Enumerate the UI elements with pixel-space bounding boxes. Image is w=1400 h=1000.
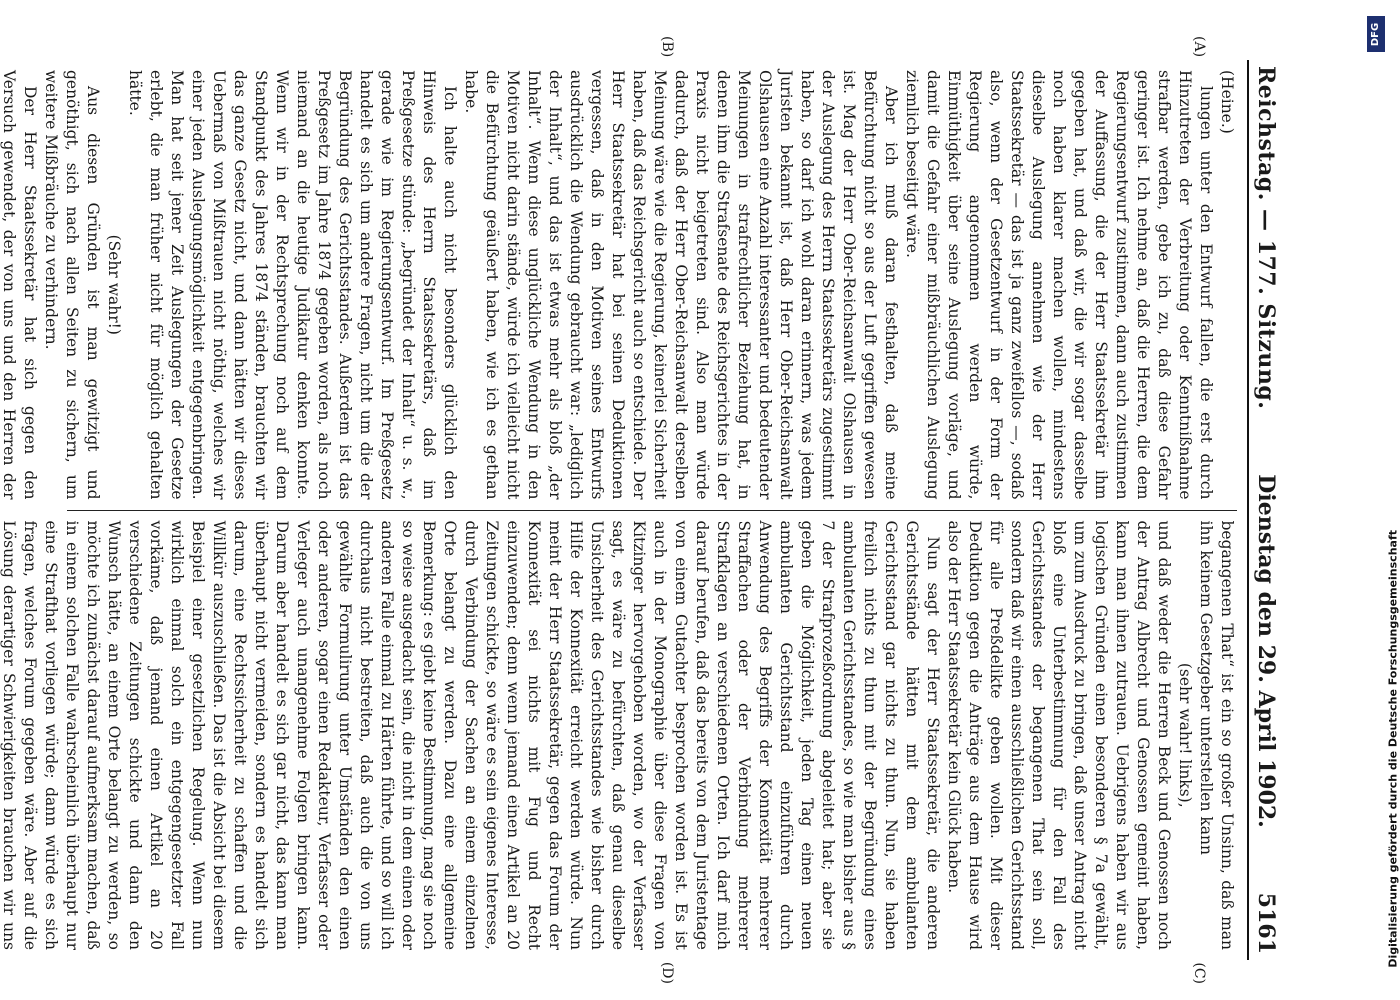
credit-strip (1367, 0, 1400, 1000)
left-paragraph: Ich halte auch nicht besonders glücklich den Hinweis des Herrn Staatssekretärs, daß im Preßgesetze stünde: „begründet der Inhalt“ u. s. w., gerade wie im Regierungsentwurf. Im Preßgesetz handelt es sich um andere Fragen, nicht um die der Begründung des Gerichtsstandes. Außerdem ist das Preßgesetz im Jahre 1874 gegeben worden, als noch niemand an die heutige Judikatur denken konnte. Wenn wir in der Rechtsprechung noch auf dem Standpunkt des Jahres 1874 ständen, brauchten wir das ganze Gesetz nicht, und dann hätten wir dieses Uebermaß von Mißtrauen nicht nöthig, welches wir einer jeden Auslegungsmöglichkeit entgegenbringen. Man hat seit jener Zeit Auslegungen der Gesetze erlebt, die man früher nicht für möglich gehalten hätte. (126, 70, 459, 500)
interjection: (sehr wahr! links), (1176, 662, 1194, 808)
dfg-credit-text: Digitalisierung gefördert durch die Deutsche Forschungsgemeinschaft (1387, 530, 1400, 968)
left-paragraph: lungen unter den Entwurf fallen, die erst durch Hinzutreten der Verbreitung oder Kenntnißnahme strafbar werden, gebe ich zu, daß diese Gefahr geringer ist. Ich nehme an, daß die Herren, die dem Regierungsentwurf zustimmen, dann auch zustimmen der Auffassung, die der Herr Staatssekretär ihm gegeben hat, und daß wir, die wir sogar dasselbe noch haben klarer machen wollen, mindestens dieselbe Auslegung annehmen wie der Herr Staatssekretär — das ist ja ganz zweifellos —, sodaß also, wenn der Gesetzentwurf in der Form der Regierung angenommen werden würde, Einmüthigkeit über seine Auslegung vorläge, und damit die Gefahr einer mißbräuchlichen Auslegung ziemlich beseitigt wäre. (903, 70, 1215, 500)
right-paragraph: Nun sagt der Herr Staatssekretär, die anderen Gerichtsstände hätten mit dem ambulanten Gerichtsstand gar nichts zu thun. Nun, sie haben freilich nichts zu thun mit der Begründung eines ambulanten Gerichtsstandes, so wie man bisher aus § 7 der Strafprozeßordnung abgeleitet hat; aber sie geben die Möglichkeit, jeden Tag einen neuen ambulanten Gerichtsstand einzuführen durch Anwendung des Begriffs der Konnexität mehrerer Straffachen oder der Verbindung mehrerer Strafklagen an verschiedenen Orten. Ich darf mich darauf berufen, daß das bereits von dem Juristentage von einem Gutachter besprochen worden ist. Es ist auch in der Monographie über diese Fragen von Kitzinger hervorgehoben worden, wo der Verfasser sagt, es wäre zu befürchten, daß genau dieselbe Unsicherheit des Gerichtsstandes wie bisher durch Hilfe der Konnexität erreicht werden würde. Nun meint der Herr Staatssekretär, gegen das Forum der Konnexität sei nichts mit Fug und Recht einzuwenden; denn wenn jemand einen Artikel an 20 Zeitungen schickte, so wäre es sein eigenes Interesse, durch Verbindung der Sachen an einem einzelnen Orte belangt zu werden. Dazu eine allgemeine Bemerkung: es giebt keine Bestimmung, mag sie noch so weise ausgedacht sein, die nicht in dem einen oder anderen Falle einmal zu Härten führte, und so will ich durchaus nicht bestreiten, daß auch die von uns gewählte Formulirung unter Umständen den einen oder anderen, sogar einen Redakteur, Verfasser oder Verleger auch unangenehme Folgen bringen kann. Darum aber handelt es sich gar nicht, das kann man überhaupt nicht vermeiden, sondern es handelt sich darum, eine Rechtssicherheit zu schaffen und die Willkür auszuschließen. Das ist die Absicht bei diesem Beispiel einer gesetzlichen Regelung. Wenn nun wirklich einmal solch ein entgegengesetzter Fall vorkäme, daß jemand einen Artikel an 20 verschiedene Zeitungen schickte und dann den Wunsch hätte, an einem Orte belangt zu werden, so möchte ich zunächst darauf aufmerksam machen, daß in einem solchen Falle wahrscheinlich überhaupt nur eine Strafthat vorliegen würde; dann würde es sich fragen, welches Forum gegeben wäre. Aber auf die Lösung derartiger Schwierigkeiten brauchen wir uns (0, 520, 942, 950)
document-page (0, 36, 1287, 984)
speaker-tag: (Heine.) (1218, 70, 1236, 134)
dfg-logo: DFG (1367, 16, 1385, 52)
left-paragraph: Aber ich muß daran festhalten, daß meine Befürchtung nicht so aus der Luft gegriffen gewesen ist. Mag der Herr Ober-Reichsanwalt Olshausen in der Auslegung des Herrn Staatssekretärs zugestimmt haben, so darf ich wohl daran erinnern, was jedem Juristen bekannt ist, daß Herr Ober-Reichsanwalt Olshausen eine Anzahl interessanter und bedeutender Meinungen in strafrechtlicher Beziehung hat, in denen ihm die Strafsenate des Reichsgerichtes in der Praxis nicht beigetreten sind. Also man würde dadurch, daß der Herr Ober-Reichsanwalt derselben Meinung wäre wie die Regierung, keinerlei Sicherheit haben, daß das Reichsgericht auch so entschiede. Der Herr Staatssekretär hat bei seinen Deduktionen vergessen, daß in den Motiven seines Entwurfs ausdrücklich die Wendung gebraucht war: „lediglich der Inhalt“, und das ist etwas mehr als bloß „der Inhalt“. Wenn diese unglückliche Wendung in den Motiven nicht darin stände, würde ich vielleicht nicht die Befürchtung geäußert haben, wie ich es gethan habe. (462, 70, 900, 500)
margin-mark-c: (C) (1191, 962, 1207, 984)
left-paragraph: Aus diesen Gründen ist man gewitzigt und genöthigt, sich nach allen Seiten zu sichern, um weitere Mißbräuche zu verhindern. (42, 70, 102, 500)
header-title: Reichstag. — 177. Sitzung. (1253, 66, 1279, 410)
header-page-number: 5161 (1253, 892, 1279, 954)
margin-mark-d: (D) (659, 961, 675, 984)
left-column (0, 36, 1237, 511)
document-page-wrap (0, 36, 1300, 984)
page-header (1247, 60, 1287, 960)
right-paragraph: und daß weder die Herren Beck und Genossen noch der Antrag Albrecht und Genossen gemeint haben, kann man ihnen zutrauen. Uebrigens haben wir aus logischen Gründen einen besonderen § 7a gewählt, um zum Ausdruck zu bringen, daß unser Antrag nicht bloß eine Unterbestimmung für den Fall des Gerichtsstandes der begangenen That sein soll, sondern daß wir einen ausschließlichen Gerichtsstand für alle Preßdelikte geben wollen. Mit dieser Deduktion gegen die Anträge aus dem Hause wird also der Herr Staatssekretär kein Glück haben. (945, 520, 1173, 950)
interjection: (Sehr wahr!) (105, 234, 123, 335)
margin-mark-a: (A) (1191, 36, 1207, 58)
margin-mark-b: (B) (659, 36, 675, 58)
header-date: Dienstag den 29. April 1902. (1253, 474, 1279, 828)
right-paragraph: begangenen That“ ist ein so großer Unsinn, daß man ihn keinem Gesetzgeber unterstellen kann (1197, 520, 1236, 950)
text-columns (0, 36, 1237, 984)
left-paragraph: Der Herr Staatssekretär hat sich gegen den Versuch gewendet, der von uns und den Herren der (0, 70, 39, 500)
right-column (0, 511, 1237, 984)
